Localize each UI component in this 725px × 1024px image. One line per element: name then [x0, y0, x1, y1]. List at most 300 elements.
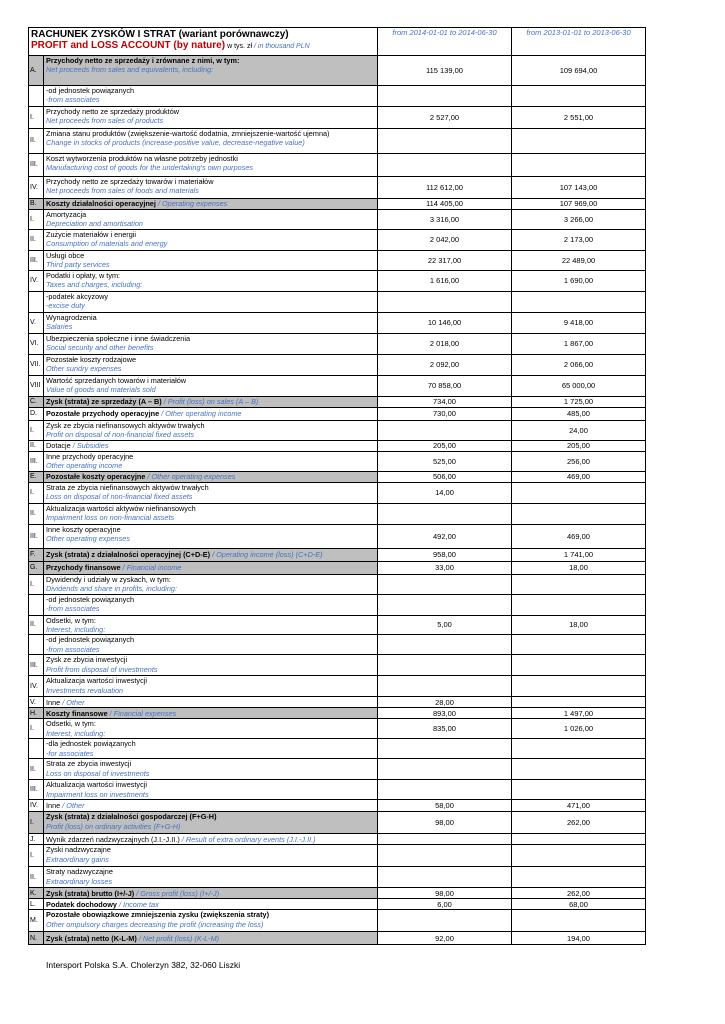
row-code: H. — [29, 708, 44, 719]
label-pl: -podatek akcyzowy — [46, 292, 109, 301]
value-current: 98,00 — [378, 888, 512, 899]
row-label — [44, 635, 378, 655]
value-previous: 1 026,00 — [512, 719, 646, 739]
row-code: II. — [29, 759, 44, 780]
row-code — [29, 86, 44, 107]
row-label — [44, 834, 378, 845]
value-previous — [512, 655, 646, 676]
value-current: 22 317,00 — [378, 251, 512, 271]
label-pl: Przychody finansowe — [46, 563, 121, 573]
row-code: C. — [29, 397, 44, 408]
value-previous — [512, 867, 646, 888]
row-code: II. — [29, 503, 44, 524]
label-en: / Other operating expenses — [147, 472, 236, 482]
value-previous — [512, 676, 646, 697]
label-pl: Aktualizacja wartości inwestycji — [46, 676, 147, 686]
row-code: V. — [29, 697, 44, 708]
table-row — [29, 199, 646, 210]
value-previous: 65 000,00 — [512, 376, 646, 397]
table-row — [29, 615, 646, 635]
row-code: I. — [29, 845, 44, 867]
row-code: I. — [29, 719, 44, 739]
table-row — [29, 574, 646, 594]
row-label — [44, 574, 378, 594]
row-label — [44, 503, 378, 524]
value-previous: 2 551,00 — [512, 107, 646, 129]
row-code: I. — [29, 107, 44, 129]
row-code: F. — [29, 548, 44, 561]
label-en: Social security and other benefits — [46, 343, 154, 353]
label-pl: Amortyzacja — [46, 210, 87, 219]
label-pl: Koszt wytworzenia produktów na własne potrzeby jednostki — [46, 154, 238, 163]
row-label — [44, 154, 378, 177]
value-previous — [512, 292, 646, 313]
label-en: / Subsidies — [72, 441, 109, 451]
row-label — [44, 676, 378, 697]
row-label — [44, 800, 378, 812]
row-label — [44, 292, 378, 313]
label-pl: Inne koszty operacyjne — [46, 524, 121, 534]
label-en: Manufacturing cost of goods for the undertaking's own purposes — [46, 163, 254, 173]
value-previous: 1 741,00 — [512, 548, 646, 561]
value-previous: 469,00 — [512, 471, 646, 482]
row-label — [44, 129, 378, 154]
value-previous: 262,00 — [512, 812, 646, 834]
table-row — [29, 313, 646, 334]
label-pl: Aktualizacja wartości aktywów niefinansowych — [46, 503, 196, 513]
table-row — [29, 408, 646, 421]
value-current: 115 139,00 — [378, 56, 512, 86]
table-row — [29, 676, 646, 697]
value-current — [378, 676, 512, 697]
value-previous: 1 690,00 — [512, 271, 646, 292]
value-current: 112 612,00 — [378, 177, 512, 199]
row-code: III. — [29, 524, 44, 548]
title-en: PROFIT and LOSS ACCOUNT (by nature) — [31, 40, 226, 51]
row-label — [44, 397, 378, 408]
label-en: -from associates — [46, 644, 100, 654]
table-row — [29, 888, 646, 899]
table-row — [29, 210, 646, 230]
label-pl: Zysk (strata) z działalności operacyjnej (C+D-E) — [46, 550, 211, 560]
label-en: Salaries — [46, 322, 73, 332]
table-row — [29, 107, 646, 129]
value-current — [378, 655, 512, 676]
profit-loss-sheet — [28, 27, 645, 945]
label-en: Interest, including: — [46, 625, 106, 635]
row-code — [29, 739, 44, 759]
value-current: 5,00 — [378, 615, 512, 635]
value-current: 492,00 — [378, 524, 512, 548]
label-en: -from associates — [46, 95, 100, 105]
label-en: Net proceeds from sales and equivalents, including: — [46, 65, 214, 75]
table-row — [29, 482, 646, 503]
table-row — [29, 452, 646, 472]
label-en: Extraordinary gains — [46, 854, 109, 864]
value-current: 893,00 — [378, 708, 512, 719]
value-current — [378, 635, 512, 655]
table-row — [29, 548, 646, 561]
value-previous: 109 694,00 — [512, 56, 646, 86]
label-pl: Wynik zdarzeń nadzwyczajnych (J.I.-J.II.) — [46, 834, 180, 844]
value-current: 525,00 — [378, 452, 512, 472]
value-current: 2 527,00 — [378, 107, 512, 129]
table-row — [29, 932, 646, 945]
value-current — [378, 780, 512, 800]
row-label — [44, 899, 378, 910]
row-label — [44, 739, 378, 759]
row-label — [44, 524, 378, 548]
value-current: 506,00 — [378, 471, 512, 482]
profit-loss-table — [28, 27, 646, 945]
row-code: III. — [29, 780, 44, 800]
value-previous — [512, 697, 646, 708]
label-en: Net proceeds from sales of products — [46, 116, 164, 126]
label-pl: -od jednostek powiązanych — [46, 86, 135, 95]
value-previous: 18,00 — [512, 561, 646, 574]
label-pl: Zużycie materiałów i energii — [46, 230, 137, 239]
table-row — [29, 759, 646, 780]
value-previous — [512, 482, 646, 503]
value-previous: 107 143,00 — [512, 177, 646, 199]
label-en: / Gross profit (loss) (I+/-J) — [136, 888, 220, 898]
value-previous: 9 418,00 — [512, 313, 646, 334]
period-previous: from 2013-01-01 to 2013-06-30 — [512, 28, 646, 56]
label-en: / Operating income (loss) (C+D-E) — [212, 550, 323, 560]
row-code: II. — [29, 615, 44, 635]
value-current — [378, 574, 512, 594]
value-previous: 194,00 — [512, 932, 646, 945]
label-en: / Income tax — [118, 899, 159, 909]
row-code: K. — [29, 888, 44, 899]
row-label — [44, 719, 378, 739]
label-en: Profit (loss) on ordinary activities (F+G-H) — [46, 821, 181, 831]
row-label — [44, 355, 378, 376]
label-en: Other ompulsory charges decreasing the profit (increasing the loss) — [46, 919, 264, 929]
row-label — [44, 251, 378, 271]
label-en: -for associates — [46, 748, 94, 758]
row-label — [44, 708, 378, 719]
label-en: / Result of extra ordinary events (J.I.-J.II.) — [181, 834, 316, 844]
table-row — [29, 524, 646, 548]
label-en: Profit from disposal of investments — [46, 664, 158, 674]
row-code: III. — [29, 452, 44, 472]
table-row — [29, 503, 646, 524]
label-pl: Inne — [46, 801, 61, 811]
value-current: 114 405,00 — [378, 199, 512, 210]
label-pl: Wynagrodzenia — [46, 313, 97, 322]
label-pl: Zysk (strata) z działalności gospodarczej (F+G-H) — [46, 812, 217, 822]
value-current — [378, 594, 512, 615]
value-previous: 22 489,00 — [512, 251, 646, 271]
value-current: 2 018,00 — [378, 334, 512, 355]
row-code: I. — [29, 812, 44, 834]
row-label — [44, 888, 378, 899]
label-pl: Aktualizacja wartości inwestycji — [46, 780, 147, 790]
row-code: I. — [29, 482, 44, 503]
value-previous — [512, 594, 646, 615]
table-row — [29, 129, 646, 154]
value-previous — [512, 503, 646, 524]
table-row — [29, 292, 646, 313]
table-row — [29, 561, 646, 574]
row-code — [29, 635, 44, 655]
label-en: Other operating expenses — [46, 534, 130, 544]
value-previous: 1 725,00 — [512, 397, 646, 408]
label-en: / Other — [62, 801, 85, 811]
row-code: III. — [29, 154, 44, 177]
value-current — [378, 834, 512, 845]
row-label — [44, 199, 378, 210]
row-code: II. — [29, 230, 44, 251]
row-code: D. — [29, 408, 44, 421]
label-en: Loss on disposal of non-financial fixed assets — [46, 492, 193, 502]
value-previous: 2 173,00 — [512, 230, 646, 251]
table-row — [29, 441, 646, 452]
table-row — [29, 230, 646, 251]
table-row — [29, 910, 646, 932]
value-current: 6,00 — [378, 899, 512, 910]
label-pl: Ubezpieczenia społeczne i inne świadczenia — [46, 334, 190, 343]
label-pl: Pozostałe koszty operacyjne — [46, 472, 146, 482]
label-en: Other sundry expenses — [46, 364, 122, 374]
unit-en: / in thousand PLN — [254, 43, 310, 50]
label-en: Profit on disposal of non-financial fixed assets — [46, 430, 195, 440]
value-previous — [512, 154, 646, 177]
value-current — [378, 292, 512, 313]
row-label — [44, 759, 378, 780]
row-label — [44, 932, 378, 945]
label-en: Third party services — [46, 260, 110, 270]
value-previous — [512, 780, 646, 800]
value-current: 92,00 — [378, 932, 512, 945]
value-current — [378, 154, 512, 177]
table-row — [29, 834, 646, 845]
label-pl: -dla jednostek powiązanych — [46, 739, 136, 749]
label-pl: Pozostałe koszty rodzajowe — [46, 355, 137, 364]
label-en: Change in stocks of products (increase-positive value, decrease-negative value) — [46, 138, 305, 148]
value-previous — [512, 845, 646, 867]
label-pl: Odsetki, w tym: — [46, 615, 96, 625]
table-row — [29, 739, 646, 759]
row-label — [44, 177, 378, 199]
table-row — [29, 812, 646, 834]
value-previous: 68,00 — [512, 899, 646, 910]
title-cell — [29, 28, 378, 56]
table-row — [29, 867, 646, 888]
label-pl: Przychody netto ze sprzedaży produktów — [46, 107, 180, 116]
value-current: 734,00 — [378, 397, 512, 408]
label-en: / Profit (loss) on sales (A – B) — [163, 397, 259, 407]
row-code: G. — [29, 561, 44, 574]
value-current: 33,00 — [378, 561, 512, 574]
label-en: / Operating expenses — [157, 199, 228, 209]
row-code: J. — [29, 834, 44, 845]
value-current — [378, 86, 512, 107]
value-previous — [512, 129, 646, 154]
value-current: 70 858,00 — [378, 376, 512, 397]
row-code: IV. — [29, 800, 44, 812]
label-en: Impairment loss on investments — [46, 789, 149, 799]
row-label — [44, 452, 378, 472]
label-en: Consumption of materials and energy — [46, 239, 168, 249]
row-label — [44, 910, 378, 932]
unit-pl: w tys. zł — [227, 43, 252, 50]
row-code: VIII — [29, 376, 44, 397]
row-label — [44, 482, 378, 503]
value-current — [378, 910, 512, 932]
table-row — [29, 697, 646, 708]
value-previous: 262,00 — [512, 888, 646, 899]
value-previous: 485,00 — [512, 408, 646, 421]
row-code: E. — [29, 471, 44, 482]
label-en: Extraordinary losses — [46, 876, 113, 886]
table-row — [29, 655, 646, 676]
value-previous — [512, 759, 646, 780]
value-current: 2 092,00 — [378, 355, 512, 376]
value-previous: 3 266,00 — [512, 210, 646, 230]
row-label — [44, 615, 378, 635]
row-code: B. — [29, 199, 44, 210]
row-code: N. — [29, 932, 44, 945]
table-row — [29, 334, 646, 355]
company-footer: Intersport Polska S.A. Cholerzyn 382, 32-060 Liszki — [46, 960, 241, 970]
value-previous: 2 066,00 — [512, 355, 646, 376]
value-current: 730,00 — [378, 408, 512, 421]
row-code: A. — [29, 56, 44, 86]
label-en: Investments revaluation — [46, 685, 124, 695]
period-current: from 2014-01-01 to 2014-06-30 — [378, 28, 512, 56]
value-current: 28,00 — [378, 697, 512, 708]
label-pl: Dotacje — [46, 441, 71, 451]
row-label — [44, 780, 378, 800]
row-label — [44, 86, 378, 107]
row-label — [44, 421, 378, 441]
table-row — [29, 421, 646, 441]
label-pl: Zysk ze zbycia niefinansowych aktywów trwałych — [46, 421, 205, 430]
value-current — [378, 867, 512, 888]
label-pl: Zyski nadzwyczajne — [46, 845, 111, 855]
value-previous — [512, 910, 646, 932]
table-row — [29, 635, 646, 655]
table-row — [29, 708, 646, 719]
label-pl: Zysk (strata) brutto (I+/-J) — [46, 888, 135, 898]
label-en: Interest, including: — [46, 728, 106, 738]
label-en: Impairment loss on non-financial assets — [46, 513, 175, 523]
value-current — [378, 421, 512, 441]
label-pl: Strata ze zbycia niefinansowych aktywów trwałych — [46, 482, 209, 492]
row-code: IV. — [29, 271, 44, 292]
row-label — [44, 313, 378, 334]
label-pl: Zysk (strata) ze sprzedaży (A – B) — [46, 397, 162, 407]
label-pl: -od jednostek powiązanych — [46, 594, 135, 604]
row-code: VI. — [29, 334, 44, 355]
label-en: Dividends and share in profits, including: — [46, 584, 178, 594]
label-pl: Przychody netto ze sprzedaży i zrównane z nimi, w tym: — [46, 56, 240, 65]
row-label — [44, 230, 378, 251]
label-pl: Przychody netto ze sprzedaży towarów i materiałów — [46, 177, 214, 186]
row-label — [44, 441, 378, 452]
table-row — [29, 719, 646, 739]
label-en: / Financial expenses — [109, 708, 177, 718]
table-row — [29, 376, 646, 397]
label-en: Other operating income — [46, 461, 123, 471]
row-label — [44, 334, 378, 355]
table-row — [29, 177, 646, 199]
label-pl: Zysk (strata) netto (K-L-M) — [46, 933, 137, 943]
row-code: III. — [29, 655, 44, 676]
value-current — [378, 845, 512, 867]
row-code: II. — [29, 441, 44, 452]
label-pl: Koszty działalności operacyjnej — [46, 199, 156, 209]
row-code: M. — [29, 910, 44, 932]
label-pl: Odsetki, w tym: — [46, 719, 96, 729]
label-en: -excise duty — [46, 301, 85, 311]
value-current — [378, 129, 512, 154]
row-label — [44, 594, 378, 615]
table-row — [29, 251, 646, 271]
label-pl: Inne — [46, 697, 61, 707]
label-pl: Wartość sprzedanych towarów i materiałów — [46, 376, 187, 385]
table-row — [29, 899, 646, 910]
value-current: 958,00 — [378, 548, 512, 561]
value-current — [378, 503, 512, 524]
row-code: I. — [29, 574, 44, 594]
row-code — [29, 594, 44, 615]
row-code — [29, 292, 44, 313]
table-row — [29, 154, 646, 177]
row-code: IV. — [29, 676, 44, 697]
row-label — [44, 107, 378, 129]
label-pl: Podatki i opłaty, w tym: — [46, 271, 121, 280]
label-pl: Koszty finansowe — [46, 708, 108, 718]
row-label — [44, 376, 378, 397]
row-label — [44, 471, 378, 482]
table-row — [29, 780, 646, 800]
value-current: 98,00 — [378, 812, 512, 834]
value-current: 10 146,00 — [378, 313, 512, 334]
label-en: Depreciation and amortisation — [46, 219, 143, 229]
value-previous — [512, 635, 646, 655]
row-label — [44, 655, 378, 676]
row-code: II. — [29, 867, 44, 888]
value-previous: 1 497,00 — [512, 708, 646, 719]
row-code: L. — [29, 899, 44, 910]
table-row — [29, 271, 646, 292]
value-previous: 1 867,00 — [512, 334, 646, 355]
value-current: 3 316,00 — [378, 210, 512, 230]
label-pl: Strata ze zbycia inwestycji — [46, 759, 132, 769]
row-label — [44, 548, 378, 561]
label-en: / Other — [62, 697, 85, 707]
table-row — [29, 471, 646, 482]
label-en: Taxes and charges, including: — [46, 280, 143, 290]
value-previous — [512, 834, 646, 845]
row-code: IV. — [29, 177, 44, 199]
table-row — [29, 845, 646, 867]
label-pl: Straty nadzwyczajne — [46, 867, 113, 877]
value-current: 14,00 — [378, 482, 512, 503]
table-row — [29, 56, 646, 86]
label-pl: -od jednostek powiązanych — [46, 635, 135, 645]
label-pl: Zysk ze zbycia inwestycji — [46, 655, 128, 665]
label-pl: Pozostałe obowiązkowe zmniejszenia zysku (zwiększenia straty) — [46, 910, 270, 920]
label-en: Value of goods and materials sold — [46, 385, 156, 395]
value-previous: 469,00 — [512, 524, 646, 548]
row-code: II. — [29, 129, 44, 154]
title-pl: RACHUNEK ZYSKÓW I STRAT (wariant porównawczy) — [31, 29, 289, 40]
row-label — [44, 561, 378, 574]
